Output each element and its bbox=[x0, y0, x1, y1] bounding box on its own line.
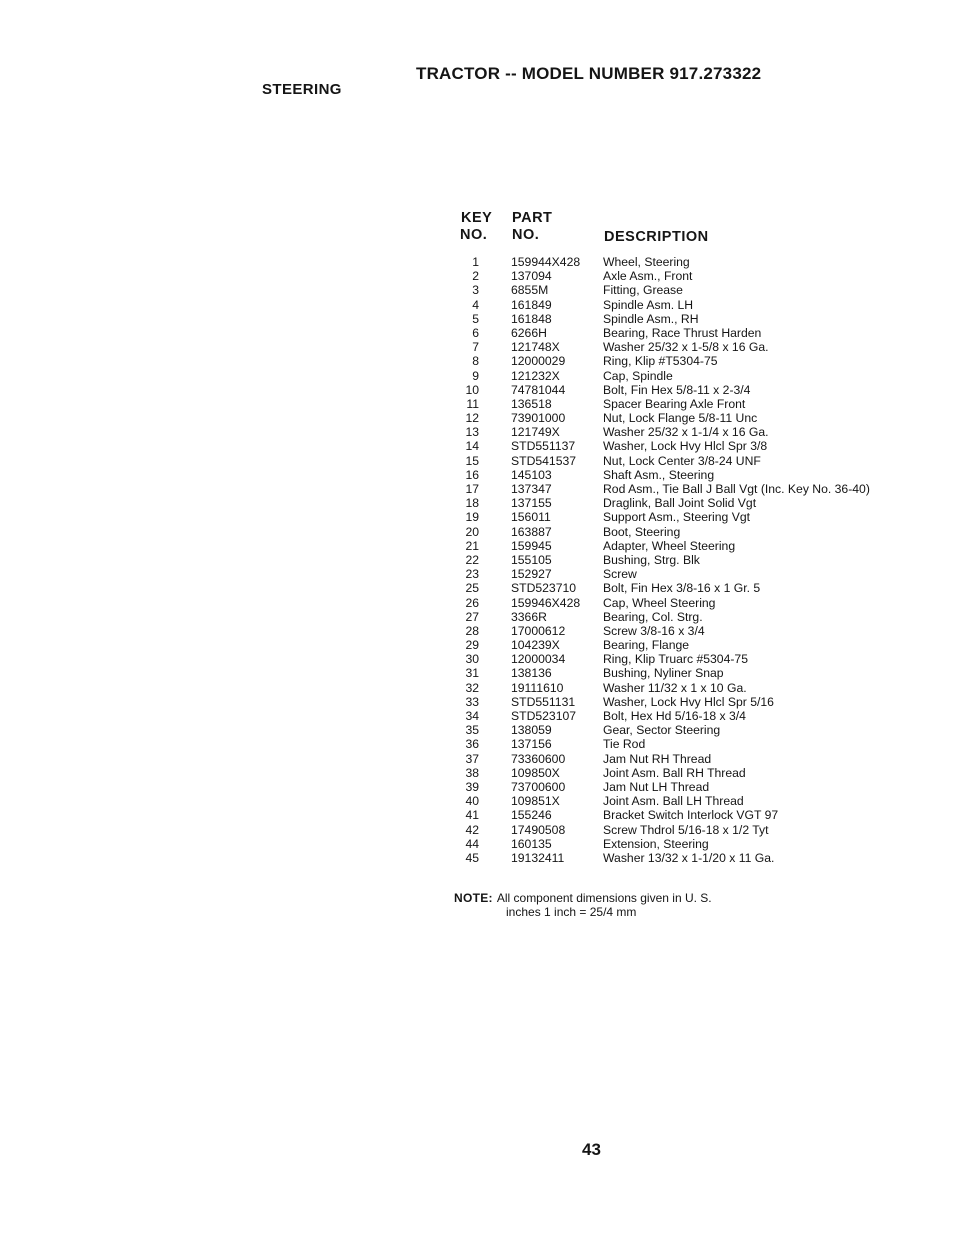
table-row bbox=[440, 439, 920, 453]
part-description: Bolt, Hex Hd 5/16-18 x 3/4 bbox=[603, 709, 746, 723]
part-description: Axle Asm., Front bbox=[603, 269, 693, 284]
part-number: STD523710 bbox=[511, 581, 577, 596]
table-row bbox=[440, 780, 920, 794]
table-row bbox=[440, 851, 920, 865]
part-description: Fitting, Grease bbox=[603, 283, 683, 298]
key-number: 4 bbox=[472, 297, 479, 312]
part-number: 145103 bbox=[511, 467, 552, 482]
part-number: 159945 bbox=[511, 538, 552, 553]
part-description: Rod Asm., Tie Ball J Ball Vgt (Inc. Key No. 36-40) bbox=[603, 482, 870, 496]
page-title: TRACTOR -- MODEL NUMBER 917.273322 bbox=[416, 64, 762, 83]
key-number: 25 bbox=[465, 581, 479, 596]
part-description: Nut, Lock Center 3/8-24 UNF bbox=[603, 453, 761, 468]
part-description: Gear, Sector Steering bbox=[603, 723, 721, 738]
table-row bbox=[440, 269, 920, 283]
key-number: 27 bbox=[465, 609, 479, 624]
part-description: Bushing, Nyliner Snap bbox=[603, 666, 724, 681]
part-number: STD551131 bbox=[511, 694, 576, 709]
part-number: 160135 bbox=[511, 836, 552, 851]
note-label: NOTE: bbox=[454, 891, 493, 905]
part-number: 12000034 bbox=[511, 652, 566, 667]
part-description: Bushing, Strg. Blk bbox=[603, 552, 700, 567]
note-line-2: inches 1 inch = 25/4 mm bbox=[506, 905, 637, 919]
key-number: 18 bbox=[465, 496, 479, 511]
key-number: 8 bbox=[472, 354, 479, 369]
part-description: Joint Asm. Ball LH Thread bbox=[603, 794, 744, 809]
table-row bbox=[440, 425, 920, 439]
key-number: 34 bbox=[465, 709, 479, 723]
part-number: 19132411 bbox=[511, 850, 565, 865]
page-number: 43 bbox=[582, 1140, 601, 1159]
part-description: Bearing, Flange bbox=[603, 638, 690, 653]
key-number: 3 bbox=[472, 283, 479, 298]
part-number: 137347 bbox=[511, 482, 552, 496]
part-number: 73901000 bbox=[511, 411, 566, 426]
key-number: 21 bbox=[465, 538, 479, 553]
part-description: Wheel, Steering bbox=[603, 255, 690, 269]
part-number: 73360600 bbox=[511, 751, 566, 766]
table-row bbox=[440, 255, 920, 269]
key-number: 29 bbox=[465, 638, 479, 653]
part-description: Spindle Asm., RH bbox=[603, 311, 699, 326]
table-row bbox=[440, 340, 920, 354]
part-description: Support Asm., Steering Vgt bbox=[603, 510, 751, 525]
table-row bbox=[440, 681, 920, 695]
key-number: 32 bbox=[465, 680, 479, 695]
key-number: 33 bbox=[465, 694, 479, 709]
part-description: Bearing, Col. Strg. bbox=[603, 609, 703, 624]
part-description: Adapter, Wheel Steering bbox=[603, 538, 736, 553]
part-number: 152927 bbox=[511, 567, 552, 582]
part-number: 156011 bbox=[511, 510, 551, 525]
table-row bbox=[440, 525, 920, 539]
table-row bbox=[440, 397, 920, 411]
part-description: Screw bbox=[603, 567, 637, 582]
part-number: 17000612 bbox=[511, 623, 566, 638]
part-number: 138059 bbox=[511, 723, 552, 738]
header-description-label: DESCRIPTION bbox=[604, 229, 709, 245]
key-number: 22 bbox=[465, 552, 479, 567]
key-number: 16 bbox=[465, 467, 479, 482]
table-row bbox=[440, 312, 920, 326]
key-number: 5 bbox=[472, 311, 479, 326]
key-number: 20 bbox=[465, 524, 479, 539]
part-description: Washer 11/32 x 1 x 10 Ga. bbox=[603, 680, 747, 695]
table-row bbox=[440, 482, 920, 496]
key-number: 26 bbox=[465, 595, 479, 610]
table-row bbox=[440, 837, 920, 851]
part-description: Bolt, Fin Hex 5/8-11 x 2-3/4 bbox=[603, 382, 751, 397]
part-number: 121748X bbox=[511, 340, 560, 355]
key-number: 17 bbox=[465, 482, 479, 496]
header-key-no-label: NO. bbox=[460, 227, 488, 243]
part-description: Cap, Spindle bbox=[603, 368, 673, 383]
table-row bbox=[440, 709, 920, 723]
part-number: 6266H bbox=[511, 325, 547, 340]
part-number: 137155 bbox=[511, 496, 552, 511]
part-description: Washer 25/32 x 1-5/8 x 16 Ga. bbox=[603, 340, 769, 355]
key-number: 28 bbox=[465, 623, 479, 638]
table-row bbox=[440, 298, 920, 312]
note-line-1: All component dimensions given in U. S. bbox=[496, 891, 712, 905]
part-description: Shaft Asm., Steering bbox=[603, 467, 715, 482]
part-number: 121749X bbox=[511, 425, 560, 440]
part-description: Ring, Klip #T5304-75 bbox=[603, 354, 718, 369]
table-row bbox=[440, 283, 920, 297]
part-description: Spindle Asm. LH bbox=[603, 297, 694, 312]
table-row bbox=[440, 823, 920, 837]
table-row bbox=[440, 468, 920, 482]
part-number: 136518 bbox=[511, 396, 552, 411]
part-number: 138136 bbox=[511, 666, 552, 681]
table-row bbox=[440, 652, 920, 666]
part-description: Washer 25/32 x 1-1/4 x 16 Ga. bbox=[603, 425, 769, 440]
part-number: 6855M bbox=[511, 283, 549, 298]
part-description: Boot, Steering bbox=[603, 524, 681, 539]
key-number: 36 bbox=[465, 737, 479, 752]
key-number: 7 bbox=[472, 340, 479, 355]
key-number: 14 bbox=[465, 439, 479, 454]
table-row bbox=[440, 496, 920, 510]
part-number: 109851X bbox=[511, 794, 560, 809]
part-description: Tie Rod bbox=[603, 737, 646, 752]
key-number: 39 bbox=[465, 779, 479, 794]
table-row bbox=[440, 539, 920, 553]
part-number: 161849 bbox=[511, 297, 552, 312]
table-row bbox=[440, 411, 920, 425]
parts-table bbox=[440, 255, 920, 865]
key-number: 38 bbox=[465, 765, 479, 780]
key-number: 42 bbox=[465, 822, 479, 837]
table-row bbox=[440, 737, 920, 751]
key-number: 13 bbox=[465, 425, 479, 440]
part-number: 19111610 bbox=[511, 680, 564, 695]
table-row bbox=[440, 553, 920, 567]
part-description: Nut, Lock Flange 5/8-11 Unc bbox=[603, 411, 758, 426]
dimensions-note bbox=[454, 891, 712, 919]
part-number: 12000029 bbox=[511, 354, 566, 369]
table-row bbox=[440, 610, 920, 624]
part-description: Bracket Switch Interlock VGT 97 bbox=[603, 808, 779, 823]
key-number: 31 bbox=[465, 666, 479, 681]
key-number: 23 bbox=[465, 567, 479, 582]
header-part-label: PART bbox=[512, 210, 553, 226]
key-number: 1 bbox=[472, 255, 479, 269]
part-description: Spacer Bearing Axle Front bbox=[603, 396, 746, 411]
part-description: Washer, Lock Hvy Hlcl Spr 3/8 bbox=[603, 439, 768, 454]
table-row bbox=[440, 326, 920, 340]
part-description: Cap, Wheel Steering bbox=[603, 595, 716, 610]
table-row bbox=[440, 723, 920, 737]
part-number: 73700600 bbox=[511, 779, 566, 794]
key-number: 6 bbox=[472, 325, 479, 340]
part-number: 163887 bbox=[511, 524, 552, 539]
key-number: 40 bbox=[465, 794, 479, 809]
table-row bbox=[440, 752, 920, 766]
part-number: 159946X428 bbox=[511, 595, 581, 610]
key-number: 12 bbox=[465, 411, 479, 426]
header-key-label: KEY bbox=[461, 210, 493, 226]
key-number: 44 bbox=[465, 836, 479, 851]
part-number: 3366R bbox=[511, 609, 547, 624]
part-number: 159944X428 bbox=[511, 255, 581, 269]
part-description: Extension, Steering bbox=[603, 836, 709, 851]
part-number: STD541537 bbox=[511, 453, 577, 468]
key-number: 2 bbox=[472, 269, 479, 284]
table-row bbox=[440, 666, 920, 680]
part-number: 137156 bbox=[511, 737, 552, 752]
part-number: 161848 bbox=[511, 311, 552, 326]
part-description: Jam Nut RH Thread bbox=[603, 751, 712, 766]
table-row bbox=[440, 581, 920, 595]
part-description: Washer 13/32 x 1-1/20 x 11 Ga. bbox=[603, 850, 775, 865]
section-title: STEERING bbox=[262, 81, 342, 98]
key-number: 41 bbox=[465, 808, 479, 823]
key-number: 45 bbox=[465, 850, 479, 865]
table-row bbox=[440, 624, 920, 638]
part-description: Bearing, Race Thrust Harden bbox=[603, 325, 762, 340]
table-row bbox=[440, 596, 920, 610]
part-description: Screw Thdrol 5/16-18 x 1/2 Tyt bbox=[603, 822, 769, 837]
part-number: 155105 bbox=[511, 552, 552, 567]
part-number: 137094 bbox=[511, 269, 552, 284]
table-row bbox=[440, 369, 920, 383]
part-description: Jam Nut LH Thread bbox=[603, 779, 710, 794]
table-row bbox=[440, 454, 920, 468]
key-number: 30 bbox=[465, 652, 479, 667]
key-number: 10 bbox=[465, 382, 479, 397]
table-row bbox=[440, 695, 920, 709]
key-number: 35 bbox=[465, 723, 479, 738]
table-row bbox=[440, 510, 920, 524]
part-number: 74781044 bbox=[511, 382, 566, 397]
part-number: STD551137 bbox=[511, 439, 576, 454]
table-row bbox=[440, 638, 920, 652]
part-description: Washer, Lock Hvy Hlcl Spr 5/16 bbox=[603, 694, 774, 709]
key-number: 9 bbox=[472, 368, 479, 383]
key-number: 37 bbox=[465, 751, 479, 766]
part-description: Draglink, Ball Joint Solid Vgt bbox=[603, 496, 757, 511]
table-row bbox=[440, 794, 920, 808]
key-number: 19 bbox=[465, 510, 479, 525]
part-description: Joint Asm. Ball RH Thread bbox=[603, 765, 746, 780]
table-row bbox=[440, 354, 920, 368]
part-number: 155246 bbox=[511, 808, 552, 823]
table-row bbox=[440, 766, 920, 780]
part-description: Ring, Klip Truarc #5304-75 bbox=[603, 652, 748, 667]
parts-table-header bbox=[460, 210, 920, 246]
key-number: 11 bbox=[466, 396, 479, 411]
part-number: STD523107 bbox=[511, 709, 577, 723]
key-number: 15 bbox=[465, 453, 479, 468]
part-number: 17490508 bbox=[511, 822, 566, 837]
part-description: Bolt, Fin Hex 3/8-16 x 1 Gr. 5 bbox=[603, 581, 761, 596]
table-row bbox=[440, 808, 920, 822]
part-number: 109850X bbox=[511, 765, 560, 780]
table-row bbox=[440, 567, 920, 581]
part-number: 121232X bbox=[511, 368, 560, 383]
part-number: 104239X bbox=[511, 638, 560, 653]
header-part-no-label: NO. bbox=[512, 227, 540, 243]
part-description: Screw 3/8-16 x 3/4 bbox=[603, 623, 705, 638]
table-row bbox=[440, 383, 920, 397]
